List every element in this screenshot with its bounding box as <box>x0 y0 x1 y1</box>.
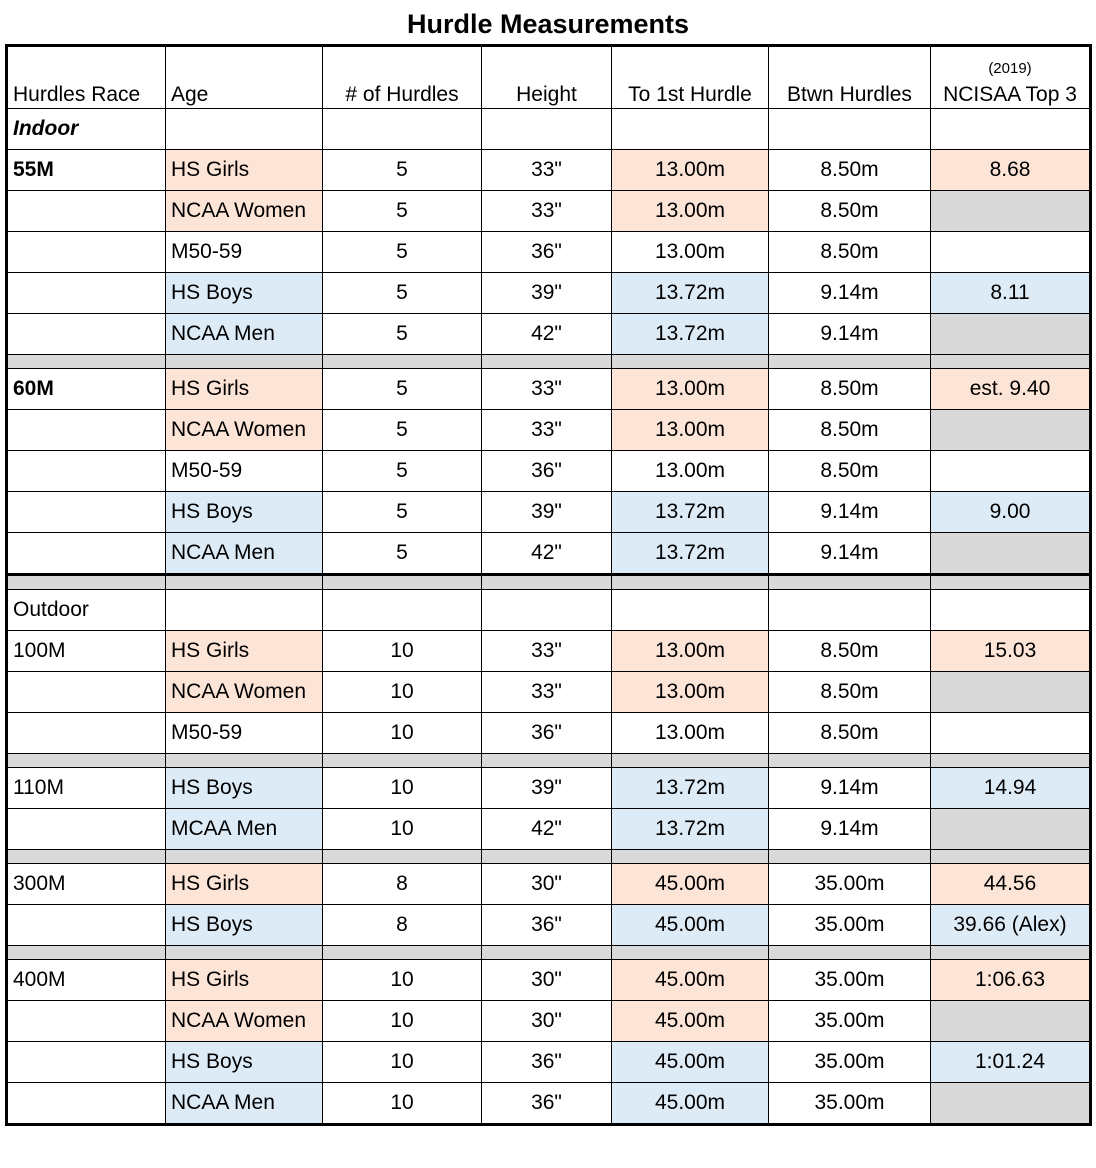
cell-between-hurdles: 8.50m <box>769 232 931 273</box>
separator-cell <box>166 946 323 960</box>
cell-height: 36" <box>482 1042 612 1083</box>
empty-cell <box>482 109 612 150</box>
table-row <box>7 314 1091 355</box>
empty-cell <box>482 590 612 631</box>
separator-cell <box>7 850 166 864</box>
cell-height: 30" <box>482 960 612 1001</box>
cell-age: HS Girls <box>166 960 323 1001</box>
cell-between-hurdles: 8.50m <box>769 631 931 672</box>
separator-cell <box>482 946 612 960</box>
table-row <box>7 713 1091 754</box>
cell-race <box>7 410 166 451</box>
table-row <box>7 451 1091 492</box>
cell-age: NCAA Women <box>166 410 323 451</box>
cell-age: HS Boys <box>166 905 323 946</box>
header-age: Age <box>166 46 323 109</box>
cell-top3: est. 9.40 <box>931 369 1091 410</box>
cell-top3 <box>931 672 1091 713</box>
table-row <box>7 768 1091 809</box>
separator-cell <box>612 754 769 768</box>
cell-to-first-hurdle: 45.00m <box>612 905 769 946</box>
cell-to-first-hurdle: 13.00m <box>612 451 769 492</box>
cell-age: NCAA Men <box>166 533 323 575</box>
table-row <box>7 1001 1091 1042</box>
cell-height: 36" <box>482 905 612 946</box>
cell-between-hurdles: 9.14m <box>769 768 931 809</box>
cell-to-first-hurdle: 13.72m <box>612 809 769 850</box>
cell-to-first-hurdle: 13.00m <box>612 150 769 191</box>
cell-height: 36" <box>482 232 612 273</box>
cell-to-first-hurdle: 13.72m <box>612 492 769 533</box>
table-row <box>7 191 1091 232</box>
cell-top3: 9.00 <box>931 492 1091 533</box>
cell-between-hurdles: 35.00m <box>769 1042 931 1083</box>
header-top3-year: (2019) <box>988 60 1032 77</box>
separator-cell <box>166 575 323 590</box>
header-row <box>7 46 1091 109</box>
separator-cell <box>482 754 612 768</box>
table-row <box>7 150 1091 191</box>
separator-cell <box>769 946 931 960</box>
cell-race <box>7 1083 166 1125</box>
cell-to-first-hurdle: 13.00m <box>612 410 769 451</box>
cell-height: 33" <box>482 191 612 232</box>
cell-height: 33" <box>482 150 612 191</box>
table-row <box>7 1083 1091 1125</box>
table-row <box>7 410 1091 451</box>
cell-num-hurdles: 5 <box>323 273 482 314</box>
cell-age: NCAA Women <box>166 1001 323 1042</box>
cell-between-hurdles: 35.00m <box>769 960 931 1001</box>
cell-num-hurdles: 10 <box>323 631 482 672</box>
cell-to-first-hurdle: 13.72m <box>612 768 769 809</box>
separator-cell <box>166 754 323 768</box>
empty-cell <box>166 590 323 631</box>
cell-height: 36" <box>482 451 612 492</box>
cell-between-hurdles: 35.00m <box>769 1001 931 1042</box>
table-row <box>7 492 1091 533</box>
cell-height: 36" <box>482 713 612 754</box>
table-row <box>7 369 1091 410</box>
table-row <box>7 960 1091 1001</box>
cell-num-hurdles: 5 <box>323 451 482 492</box>
cell-height: 42" <box>482 809 612 850</box>
cell-to-first-hurdle: 45.00m <box>612 960 769 1001</box>
separator-row <box>7 575 1091 590</box>
cell-race: 55M <box>7 150 166 191</box>
cell-height: 33" <box>482 369 612 410</box>
table-row <box>7 1042 1091 1083</box>
cell-to-first-hurdle: 13.00m <box>612 232 769 273</box>
cell-top3: 44.56 <box>931 864 1091 905</box>
hurdle-table <box>5 44 1092 1126</box>
cell-to-first-hurdle: 45.00m <box>612 1083 769 1125</box>
cell-top3: 8.11 <box>931 273 1091 314</box>
table-row <box>7 273 1091 314</box>
cell-to-first-hurdle: 13.72m <box>612 314 769 355</box>
separator-cell <box>769 850 931 864</box>
cell-age: HS Boys <box>166 1042 323 1083</box>
separator-cell <box>612 850 769 864</box>
cell-to-first-hurdle: 13.00m <box>612 713 769 754</box>
separator-cell <box>323 355 482 369</box>
cell-between-hurdles: 8.50m <box>769 191 931 232</box>
cell-between-hurdles: 35.00m <box>769 1083 931 1125</box>
separator-cell <box>7 575 166 590</box>
cell-to-first-hurdle: 13.00m <box>612 191 769 232</box>
cell-age: M50-59 <box>166 451 323 492</box>
table-row <box>7 809 1091 850</box>
cell-height: 30" <box>482 1001 612 1042</box>
section-row-outdoor <box>7 590 1091 631</box>
separator-cell <box>482 850 612 864</box>
separator-cell <box>612 355 769 369</box>
cell-top3 <box>931 314 1091 355</box>
empty-cell <box>931 109 1091 150</box>
section-row-indoor <box>7 109 1091 150</box>
cell-top3 <box>931 191 1091 232</box>
cell-race: 60M <box>7 369 166 410</box>
separator-cell <box>769 575 931 590</box>
cell-race <box>7 809 166 850</box>
cell-num-hurdles: 5 <box>323 191 482 232</box>
cell-num-hurdles: 10 <box>323 1083 482 1125</box>
cell-num-hurdles: 8 <box>323 864 482 905</box>
separator-cell <box>931 355 1091 369</box>
cell-height: 39" <box>482 273 612 314</box>
cell-between-hurdles: 35.00m <box>769 905 931 946</box>
header-between-hurdles: Btwn Hurdles <box>769 46 931 109</box>
separator-cell <box>323 946 482 960</box>
separator-cell <box>931 850 1091 864</box>
cell-race: 300M <box>7 864 166 905</box>
cell-age: HS Girls <box>166 150 323 191</box>
cell-between-hurdles: 8.50m <box>769 672 931 713</box>
cell-between-hurdles: 8.50m <box>769 369 931 410</box>
header-top3 <box>931 46 1091 109</box>
table-row <box>7 905 1091 946</box>
cell-to-first-hurdle: 45.00m <box>612 1001 769 1042</box>
cell-top3 <box>931 1083 1091 1125</box>
cell-race <box>7 1042 166 1083</box>
separator-cell <box>166 850 323 864</box>
cell-age: NCAA Women <box>166 191 323 232</box>
cell-top3: 39.66 (Alex) <box>931 905 1091 946</box>
separator-cell <box>7 754 166 768</box>
cell-num-hurdles: 5 <box>323 232 482 273</box>
empty-cell <box>931 590 1091 631</box>
cell-between-hurdles: 8.50m <box>769 150 931 191</box>
empty-cell <box>769 109 931 150</box>
cell-age: M50-59 <box>166 713 323 754</box>
section-label-indoor: Indoor <box>7 109 166 150</box>
header-height: Height <box>482 46 612 109</box>
section-label-outdoor: Outdoor <box>7 590 166 631</box>
cell-race <box>7 232 166 273</box>
cell-to-first-hurdle: 13.00m <box>612 631 769 672</box>
separator-cell <box>769 355 931 369</box>
cell-num-hurdles: 5 <box>323 410 482 451</box>
cell-height: 42" <box>482 533 612 575</box>
cell-race: 100M <box>7 631 166 672</box>
empty-cell <box>323 109 482 150</box>
cell-top3 <box>931 451 1091 492</box>
header-race: Hurdles Race <box>7 46 166 109</box>
table-row <box>7 631 1091 672</box>
cell-between-hurdles: 9.14m <box>769 533 931 575</box>
page-title: Hurdle Measurements <box>406 9 690 39</box>
cell-height: 39" <box>482 768 612 809</box>
cell-age: M50-59 <box>166 232 323 273</box>
table-row <box>7 232 1091 273</box>
cell-race <box>7 1001 166 1042</box>
separator-row <box>7 946 1091 960</box>
cell-to-first-hurdle: 13.72m <box>612 533 769 575</box>
table-row <box>7 533 1091 575</box>
cell-race <box>7 314 166 355</box>
separator-cell <box>323 850 482 864</box>
separator-cell <box>931 575 1091 590</box>
cell-top3: 14.94 <box>931 768 1091 809</box>
cell-num-hurdles: 10 <box>323 1042 482 1083</box>
cell-race <box>7 533 166 575</box>
cell-to-first-hurdle: 45.00m <box>612 1042 769 1083</box>
separator-cell <box>7 355 166 369</box>
cell-race <box>7 273 166 314</box>
cell-to-first-hurdle: 45.00m <box>612 864 769 905</box>
cell-age: HS Boys <box>166 492 323 533</box>
separator-cell <box>769 754 931 768</box>
cell-race <box>7 451 166 492</box>
cell-height: 33" <box>482 631 612 672</box>
cell-race <box>7 191 166 232</box>
cell-race <box>7 492 166 533</box>
separator-cell <box>323 575 482 590</box>
separator-cell <box>323 754 482 768</box>
cell-race: 110M <box>7 768 166 809</box>
cell-between-hurdles: 9.14m <box>769 492 931 533</box>
cell-top3: 1:06.63 <box>931 960 1091 1001</box>
separator-cell <box>482 575 612 590</box>
table-row <box>7 864 1091 905</box>
cell-top3 <box>931 533 1091 575</box>
cell-height: 42" <box>482 314 612 355</box>
separator-cell <box>7 946 166 960</box>
cell-between-hurdles: 9.14m <box>769 809 931 850</box>
cell-top3 <box>931 1001 1091 1042</box>
cell-num-hurdles: 8 <box>323 905 482 946</box>
cell-between-hurdles: 9.14m <box>769 273 931 314</box>
cell-top3 <box>931 232 1091 273</box>
cell-top3 <box>931 809 1091 850</box>
separator-cell <box>612 575 769 590</box>
cell-age: NCAA Men <box>166 314 323 355</box>
cell-race <box>7 672 166 713</box>
cell-between-hurdles: 8.50m <box>769 713 931 754</box>
header-top3-label: NCISAA Top 3 <box>943 83 1077 106</box>
empty-cell <box>612 590 769 631</box>
cell-to-first-hurdle: 13.00m <box>612 672 769 713</box>
separator-row <box>7 850 1091 864</box>
separator-row <box>7 754 1091 768</box>
cell-age: HS Girls <box>166 369 323 410</box>
cell-top3: 1:01.24 <box>931 1042 1091 1083</box>
separator-cell <box>931 754 1091 768</box>
cell-top3: 8.68 <box>931 150 1091 191</box>
cell-between-hurdles: 9.14m <box>769 314 931 355</box>
cell-age: NCAA Women <box>166 672 323 713</box>
cell-age: MCAA Men <box>166 809 323 850</box>
cell-age: HS Girls <box>166 631 323 672</box>
cell-num-hurdles: 10 <box>323 713 482 754</box>
header-to-first-hurdle: To 1st Hurdle <box>612 46 769 109</box>
cell-age: NCAA Men <box>166 1083 323 1125</box>
cell-top3: 15.03 <box>931 631 1091 672</box>
cell-race <box>7 713 166 754</box>
empty-cell <box>612 109 769 150</box>
cell-height: 33" <box>482 672 612 713</box>
separator-cell <box>612 946 769 960</box>
cell-between-hurdles: 8.50m <box>769 451 931 492</box>
cell-num-hurdles: 5 <box>323 533 482 575</box>
cell-num-hurdles: 5 <box>323 492 482 533</box>
cell-num-hurdles: 5 <box>323 369 482 410</box>
empty-cell <box>323 590 482 631</box>
cell-num-hurdles: 10 <box>323 809 482 850</box>
cell-race: 400M <box>7 960 166 1001</box>
cell-num-hurdles: 10 <box>323 672 482 713</box>
cell-between-hurdles: 35.00m <box>769 864 931 905</box>
cell-height: 39" <box>482 492 612 533</box>
cell-height: 30" <box>482 864 612 905</box>
cell-age: HS Boys <box>166 768 323 809</box>
cell-num-hurdles: 10 <box>323 768 482 809</box>
separator-cell <box>482 355 612 369</box>
cell-race <box>7 905 166 946</box>
cell-num-hurdles: 5 <box>323 314 482 355</box>
empty-cell <box>769 590 931 631</box>
cell-num-hurdles: 10 <box>323 1001 482 1042</box>
header-num-hurdles: # of Hurdles <box>323 46 482 109</box>
cell-num-hurdles: 10 <box>323 960 482 1001</box>
cell-top3 <box>931 410 1091 451</box>
cell-num-hurdles: 5 <box>323 150 482 191</box>
separator-cell <box>931 946 1091 960</box>
separator-row <box>7 355 1091 369</box>
cell-between-hurdles: 8.50m <box>769 410 931 451</box>
table-row <box>7 672 1091 713</box>
cell-height: 36" <box>482 1083 612 1125</box>
cell-top3 <box>931 713 1091 754</box>
separator-cell <box>166 355 323 369</box>
cell-to-first-hurdle: 13.72m <box>612 273 769 314</box>
cell-age: HS Boys <box>166 273 323 314</box>
empty-cell <box>166 109 323 150</box>
cell-age: HS Girls <box>166 864 323 905</box>
cell-height: 33" <box>482 410 612 451</box>
cell-to-first-hurdle: 13.00m <box>612 369 769 410</box>
